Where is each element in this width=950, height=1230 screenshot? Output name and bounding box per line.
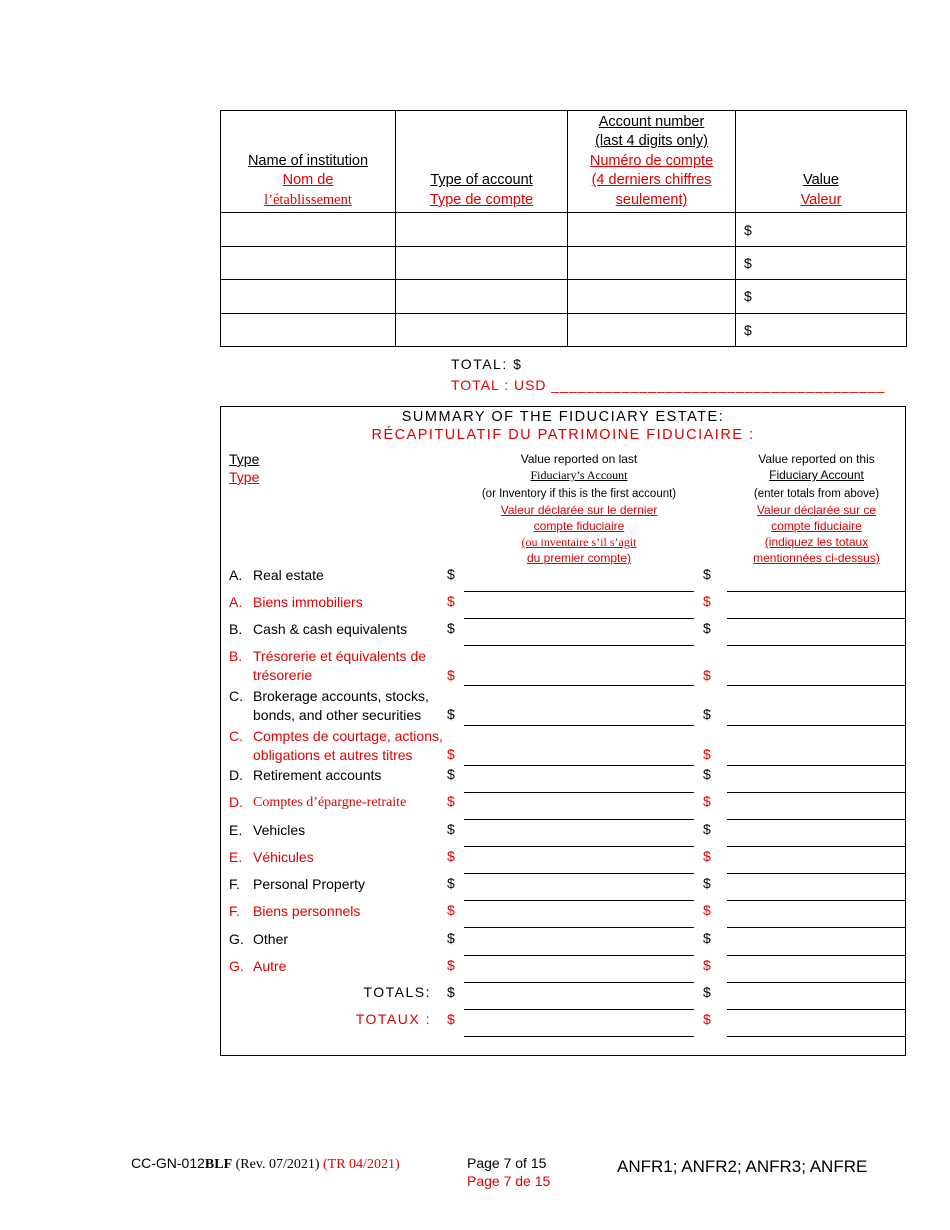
currency-symbol: $: [703, 793, 711, 809]
this-value-field[interactable]: [727, 618, 906, 619]
institution-cell[interactable]: [221, 246, 396, 279]
col-header-last-value: Value reported on last Fiduciary’s Account (or Inventory if this is the first account) Valeur déclarée sur le dernier compte fiduciaire (ou inventaire s’il s’agit du premier compte): [481, 452, 677, 565]
this-total-field[interactable]: [727, 1036, 906, 1037]
currency-symbol: $: [447, 821, 455, 837]
last-value-field[interactable]: [464, 725, 694, 726]
last-value-field[interactable]: [464, 765, 694, 766]
col-header-type: Type of account Type de compte: [396, 111, 568, 213]
currency-symbol: $: [447, 667, 455, 683]
table-row: [221, 280, 907, 313]
totals-en-label: TOTALS:: [363, 984, 431, 1000]
currency-symbol: $: [703, 766, 711, 782]
this-value-field[interactable]: [727, 765, 906, 766]
type-header-en: Type: [229, 451, 260, 467]
currency-symbol: $: [703, 566, 711, 582]
currency-symbol: $: [447, 706, 455, 722]
currency-symbol: $: [447, 930, 455, 946]
last-value-field[interactable]: [464, 846, 694, 847]
currency-symbol: $: [703, 957, 711, 973]
currency-symbol: $: [703, 902, 711, 918]
last-value-field[interactable]: [464, 900, 694, 901]
summary-title-en: SUMMARY OF THE FIDUCIARY ESTATE:: [401, 409, 725, 425]
item-g-en: G. Other: [229, 931, 289, 947]
last-value-field[interactable]: [464, 685, 694, 686]
page-number-fr: Page 7 de 15: [467, 1173, 551, 1189]
form-codes: ANFR1; ANFR2; ANFR3; ANFRE: [617, 1157, 868, 1176]
currency-symbol: $: [447, 875, 455, 891]
table-row: [221, 213, 907, 246]
currency-symbol: $: [447, 620, 455, 636]
account-type-cell[interactable]: [396, 213, 568, 246]
institution-cell[interactable]: [221, 280, 396, 313]
account-number-cell[interactable]: [568, 313, 736, 346]
currency-symbol: $: [703, 667, 711, 683]
this-value-field[interactable]: [727, 955, 906, 956]
currency-symbol: $: [703, 930, 711, 946]
last-value-field[interactable]: [464, 645, 694, 646]
currency-symbol: $: [703, 848, 711, 864]
form-code: CC-GN-012BLF (Rev. 07/2021) (TR 04/2021): [131, 1155, 400, 1172]
currency-symbol: $: [447, 566, 455, 582]
currency-symbol: $: [703, 593, 711, 609]
item-d-en: D. Retirement accounts: [229, 767, 382, 783]
currency-symbol: $: [703, 746, 711, 762]
this-value-field[interactable]: [727, 927, 906, 928]
value-cell[interactable]: $: [736, 246, 907, 279]
item-e-en: E. Vehicles: [229, 822, 306, 838]
fiduciary-estate-summary: [220, 406, 906, 1056]
account-type-cell[interactable]: [396, 313, 568, 346]
total-en-label: TOTAL: $: [451, 356, 523, 372]
account-number-cell[interactable]: [568, 280, 736, 313]
this-value-field[interactable]: [727, 591, 906, 592]
last-value-field[interactable]: [464, 955, 694, 956]
last-total-field[interactable]: [464, 1009, 694, 1010]
totals-fr-label: TOTAUX :: [355, 1011, 431, 1027]
currency-symbol: $: [703, 706, 711, 722]
item-a-fr: A. Biens immobiliers: [229, 594, 363, 610]
last-total-field[interactable]: [464, 1036, 694, 1037]
item-f-fr: F. Biens personnels: [229, 903, 361, 919]
this-value-field[interactable]: [727, 685, 906, 686]
last-value-field[interactable]: [464, 927, 694, 928]
this-value-field[interactable]: [727, 846, 906, 847]
account-type-cell[interactable]: [396, 246, 568, 279]
currency-symbol: $: [447, 746, 455, 762]
currency-symbol: $: [447, 593, 455, 609]
item-e-fr: E. Véhicules: [229, 849, 314, 865]
currency-symbol: $: [703, 875, 711, 891]
page-number-en: Page 7 of 15: [467, 1155, 547, 1171]
account-number-cell[interactable]: [568, 213, 736, 246]
currency-symbol: $: [447, 848, 455, 864]
value-cell[interactable]: $: [736, 313, 907, 346]
this-value-field[interactable]: [727, 900, 906, 901]
accounts-table: [220, 110, 907, 347]
currency-symbol: $: [447, 902, 455, 918]
this-total-field[interactable]: [727, 1009, 906, 1010]
currency-symbol: $: [703, 821, 711, 837]
item-b-fr: B. Trésorerie et équivalents de trésorerie: [229, 648, 427, 683]
item-f-en: F. Personal Property: [229, 876, 366, 892]
item-g-fr: G. Autre: [229, 958, 287, 974]
this-value-field[interactable]: [727, 982, 906, 983]
value-cell[interactable]: $: [736, 213, 907, 246]
institution-cell[interactable]: [221, 213, 396, 246]
currency-symbol: $: [447, 793, 455, 809]
last-value-field[interactable]: [464, 982, 694, 983]
type-header-fr: Type: [229, 469, 260, 485]
table-row: [221, 313, 907, 346]
currency-symbol: $: [447, 766, 455, 782]
account-number-cell[interactable]: [568, 246, 736, 279]
institution-cell[interactable]: [221, 313, 396, 346]
last-value-field[interactable]: [464, 873, 694, 874]
this-value-field[interactable]: [727, 792, 906, 793]
item-a-en: A. Real estate: [229, 567, 324, 583]
col-header-institution: Name of institution Nom de l’établissement: [221, 111, 396, 213]
currency-symbol: $: [703, 620, 711, 636]
item-d-fr: D. Comptes d’épargne-retraite: [229, 794, 407, 810]
currency-symbol: $: [703, 1011, 711, 1027]
total-fr-field[interactable]: TOTAL : USD ______________________________________: [451, 377, 886, 393]
col-header-value: Value Valeur: [736, 111, 907, 213]
last-value-field[interactable]: [464, 819, 694, 820]
item-c-fr: C. Comptes de courtage, actions, obligations et autres titres: [229, 728, 443, 763]
item-c-en: C. Brokerage accounts, stocks, bonds, and other securities: [229, 688, 429, 723]
col-header-this-value: Value reported on this Fiduciary Account (enter totals from above) Valeur déclarée sur ce compte fiduciaire (indiquez les totaux mentionnées ci-dessus): [753, 452, 880, 565]
account-type-cell[interactable]: [396, 280, 568, 313]
col-header-account-number: Account number (last 4 digits only) Numéro de compte (4 derniers chiffres seulement): [568, 111, 736, 213]
last-value-field[interactable]: [464, 792, 694, 793]
this-value-field[interactable]: [727, 873, 906, 874]
this-value-field[interactable]: [727, 819, 906, 820]
summary-title-fr: RÉCAPITULATIF DU PATRIMOINE FIDUCIAIRE :: [371, 427, 755, 443]
this-value-field[interactable]: [727, 645, 906, 646]
value-cell[interactable]: $: [736, 280, 907, 313]
table-row: [221, 246, 907, 279]
this-value-field[interactable]: [727, 725, 906, 726]
currency-symbol: $: [447, 1011, 455, 1027]
currency-symbol: $: [447, 957, 455, 973]
last-value-field[interactable]: [464, 618, 694, 619]
currency-symbol: $: [703, 984, 711, 1000]
item-b-en: B. Cash & cash equivalents: [229, 621, 408, 637]
currency-symbol: $: [447, 984, 455, 1000]
last-value-field[interactable]: [464, 591, 694, 592]
